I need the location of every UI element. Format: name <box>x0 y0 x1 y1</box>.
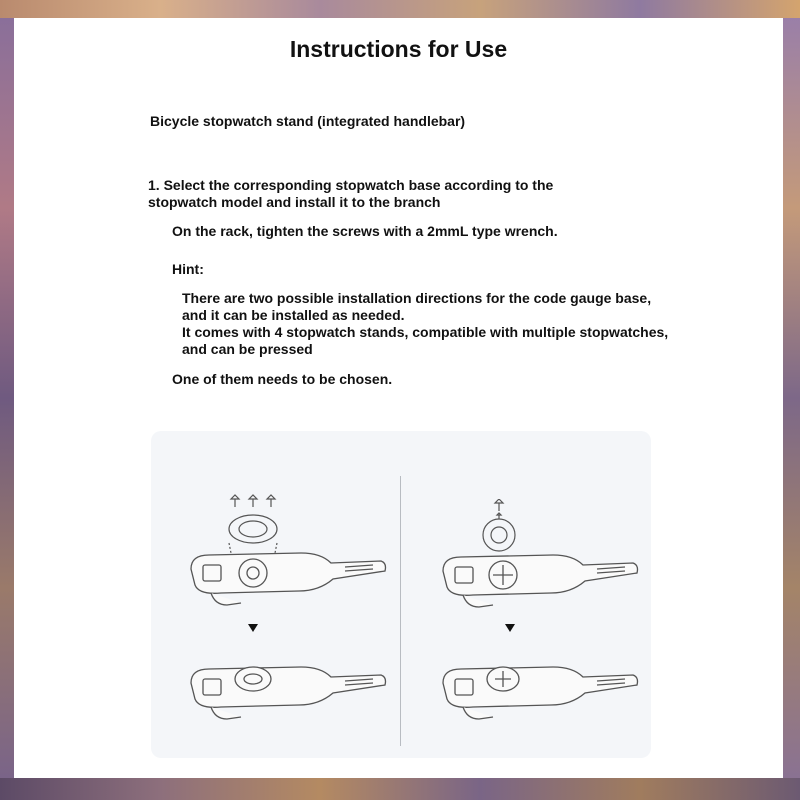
hint-line: and it can be installed as needed. <box>182 307 405 323</box>
handlebar-mount-drawing <box>443 555 638 607</box>
hint-label: Hint: <box>172 261 204 277</box>
stopwatch-base-icon <box>483 519 515 551</box>
product-subtitle: Bicycle stopwatch stand (integrated handlebar) <box>150 113 466 129</box>
step-1 <box>148 177 618 211</box>
screw-icon <box>495 499 503 519</box>
background-frame-bottom <box>0 778 800 800</box>
down-arrow-icon <box>505 624 515 632</box>
down-arrow-icon <box>248 624 258 632</box>
mount-diagram-right-after <box>433 643 643 733</box>
hint-body <box>182 290 762 358</box>
page-title: Instructions for Use <box>289 36 508 62</box>
background-frame-right <box>783 18 800 778</box>
handlebar-mount-drawing <box>191 667 386 719</box>
installation-figure <box>151 431 651 758</box>
hint-line: and can be pressed <box>182 341 313 357</box>
background-frame-top <box>0 0 800 18</box>
step-1-line-2: stopwatch model and install it to the branch <box>148 194 441 210</box>
background-frame-left <box>0 18 14 778</box>
handlebar-mount-drawing <box>191 553 386 605</box>
mount-diagram-left-after <box>181 643 391 733</box>
hint-line: There are two possible installation directions for the code gauge base, <box>182 290 652 306</box>
screw-icon <box>231 495 275 507</box>
step-1-continuation: On the rack, tighten the screws with a 2mmL type wrench. <box>172 223 558 239</box>
step-1-line-1: 1. Select the corresponding stopwatch base according to the <box>148 177 554 193</box>
figure-divider <box>400 476 401 746</box>
mount-diagram-left-before <box>181 491 391 611</box>
instruction-sheet <box>14 18 783 778</box>
closing-note: One of them needs to be chosen. <box>172 371 393 387</box>
stopwatch-base-icon <box>229 515 277 553</box>
mount-diagram-right-before <box>433 499 643 614</box>
handlebar-mount-drawing <box>443 667 638 719</box>
hint-line: It comes with 4 stopwatch stands, compatible with multiple stopwatches, <box>182 324 669 340</box>
